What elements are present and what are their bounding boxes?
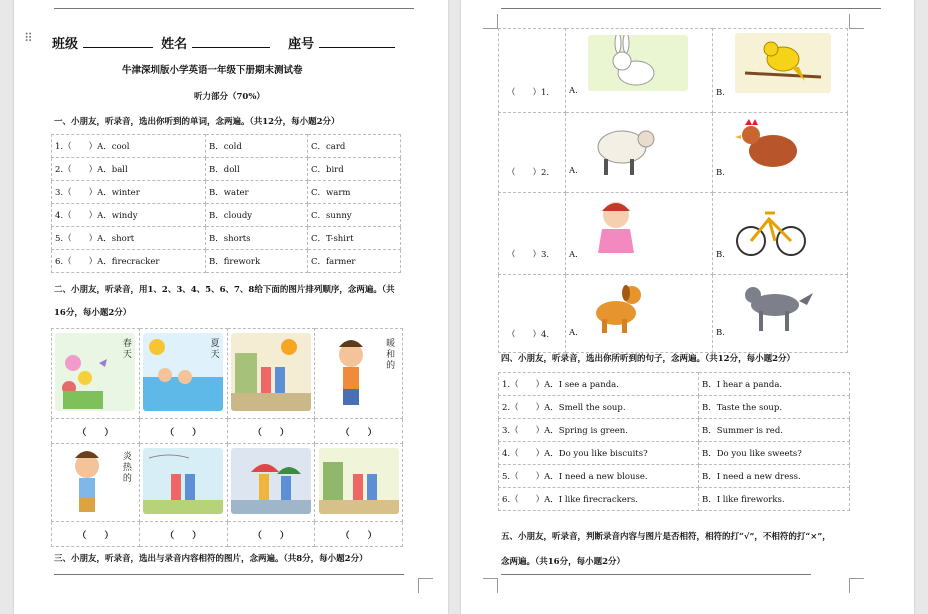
- girl-picture: [588, 197, 644, 263]
- footer-rule: [54, 574, 404, 575]
- question-number: 3.: [55, 188, 64, 198]
- option-a[interactable]: A．Spring is green.: [544, 426, 628, 436]
- section4-heading: 四、小朋友，听录音，选出你所听到的句子，念两遍。（共12分，每小题2分）: [501, 354, 795, 364]
- option-a[interactable]: A．Do you like biscuits?: [544, 449, 648, 459]
- question-cell: [499, 442, 699, 465]
- option-a[interactable]: A．I see a panda.: [544, 380, 619, 390]
- question-cell: [499, 396, 699, 419]
- answer-blank[interactable]: （ ）: [52, 522, 140, 547]
- question-cell: [499, 373, 699, 396]
- question-cell: [499, 29, 566, 113]
- rabbit-picture: [588, 35, 688, 91]
- option-b[interactable]: B．doll: [206, 158, 308, 181]
- kids-cool-picture: [319, 448, 399, 514]
- option-a[interactable]: A．windy: [97, 211, 138, 221]
- question-number[interactable]: （ ）4.: [507, 330, 550, 340]
- section3-heading: 三、小朋友，听录音，选出与录音内容相符的图片，念两遍。（共8分，每小题2分）: [54, 554, 368, 564]
- option-c[interactable]: C．bird: [308, 158, 401, 181]
- option-a[interactable]: A．winter: [97, 188, 140, 198]
- table-row: [52, 158, 401, 181]
- option-cell[interactable]: [713, 193, 848, 275]
- section2-heading: 二、小朋友，听录音，用1、2、3、4、5、6、7、8给下面的图片排列顺序，念两遍。（共: [54, 285, 395, 295]
- picture-cell: [139, 329, 227, 419]
- option-cell[interactable]: [566, 113, 713, 193]
- question-number[interactable]: （ ）3.: [507, 250, 550, 260]
- kids-rainy-picture: [231, 448, 311, 514]
- option-a-label: A.: [569, 86, 578, 96]
- answer-blank[interactable]: （ ）: [510, 449, 545, 459]
- table-row: [499, 419, 850, 442]
- option-cell[interactable]: [713, 275, 848, 353]
- option-cell[interactable]: [713, 113, 848, 193]
- picture-cell: [139, 444, 227, 522]
- option-a[interactable]: A．firecracker: [97, 257, 160, 267]
- question-cell: [52, 158, 206, 181]
- answer-blank[interactable]: （ ）: [315, 522, 403, 547]
- page-corner-mark: [849, 578, 864, 593]
- question-number: 6.: [502, 495, 511, 505]
- question-number: 2.: [502, 403, 511, 413]
- question-cell: [499, 113, 566, 193]
- question-cell: [52, 227, 206, 250]
- option-cell[interactable]: [566, 275, 713, 353]
- answer-blank[interactable]: （ ）: [510, 403, 545, 413]
- student-info-line: [52, 33, 395, 52]
- table-row: [52, 227, 401, 250]
- spring-flowers-picture: [55, 333, 135, 411]
- option-b[interactable]: B．I like fireworks.: [699, 488, 850, 511]
- picture-cell: [227, 329, 315, 419]
- picture-cell: [227, 444, 315, 522]
- seat-blank[interactable]: [319, 36, 395, 48]
- table-row: [52, 204, 401, 227]
- option-a[interactable]: A．I need a new blouse.: [544, 472, 648, 482]
- option-b[interactable]: B．Taste the soup.: [699, 396, 850, 419]
- option-a[interactable]: A．I like firecrackers.: [544, 495, 638, 505]
- table-row: [52, 250, 401, 273]
- table-row: [499, 442, 850, 465]
- section5-heading: 五、小朋友，听录音，判断录音内容与图片是否相符，相符的打“√”，不相符的打“×”，: [501, 532, 831, 542]
- table-row: [499, 465, 850, 488]
- question-cell: [499, 465, 699, 488]
- answer-blank[interactable]: （ ）: [139, 522, 227, 547]
- question-cell: [52, 204, 206, 227]
- section1-table: [51, 134, 401, 273]
- answer-blank[interactable]: （ ）: [63, 188, 98, 198]
- class-label: 班级: [52, 37, 79, 52]
- answer-blank[interactable]: （ ）: [227, 419, 315, 444]
- answer-blank[interactable]: （ ）: [227, 522, 315, 547]
- picture-label: 炎热的: [122, 451, 132, 484]
- question-number: 5.: [502, 472, 511, 482]
- question-number: 1.: [502, 380, 511, 390]
- section2-heading-cont: 16分，每小题2分）: [54, 308, 132, 318]
- page-corner-mark: [483, 14, 498, 29]
- option-b[interactable]: B．cold: [206, 135, 308, 158]
- question-cell: [499, 488, 699, 511]
- option-b[interactable]: B．Summer is red.: [699, 419, 850, 442]
- drag-handle-icon[interactable]: ⠿: [24, 31, 34, 45]
- option-a-label: A.: [569, 166, 578, 176]
- picture-cell: [315, 444, 403, 522]
- page-corner-mark: [418, 578, 433, 593]
- question-number: 2.: [55, 165, 64, 175]
- table-row: [499, 396, 850, 419]
- option-cell[interactable]: [566, 193, 713, 275]
- name-blank[interactable]: [192, 36, 270, 48]
- option-c[interactable]: C．T-shirt: [308, 227, 401, 250]
- section2-picture-grid: [51, 328, 403, 547]
- option-b[interactable]: B．I need a new dress.: [699, 465, 850, 488]
- option-cell[interactable]: [566, 29, 713, 113]
- question-number: 5.: [55, 234, 64, 244]
- question-number: 1.: [55, 142, 64, 152]
- question-number: 4.: [55, 211, 64, 221]
- option-a-label: A.: [569, 250, 578, 260]
- header-rule: [54, 8, 414, 9]
- option-b[interactable]: B．shorts: [206, 227, 308, 250]
- question-cell: [52, 181, 206, 204]
- bird-picture: [735, 33, 831, 93]
- picture-label: 夏天: [210, 338, 220, 360]
- picture-cell: [52, 329, 140, 419]
- page-corner-mark: [849, 14, 864, 29]
- question-cell: [499, 275, 566, 353]
- answer-blank[interactable]: （ ）: [63, 211, 98, 221]
- question-number: 6.: [55, 257, 64, 267]
- answer-blank[interactable]: （ ）: [63, 142, 98, 152]
- option-a[interactable]: A．Smell the soup.: [544, 403, 626, 413]
- question-number: 4.: [502, 449, 511, 459]
- section1-heading: 一、小朋友，听录音，选出你听到的单词，念两遍。（共12分，每小题2分）: [54, 117, 340, 127]
- option-b[interactable]: B．cloudy: [206, 204, 308, 227]
- option-b-label: B.: [716, 328, 725, 338]
- option-a[interactable]: A．ball: [97, 165, 128, 175]
- table-row: [52, 135, 401, 158]
- answer-blank[interactable]: （ ）: [139, 419, 227, 444]
- hen-picture: [735, 117, 805, 179]
- answer-blank[interactable]: （ ）: [63, 165, 98, 175]
- seat-label: 座号: [288, 37, 315, 52]
- option-b[interactable]: B．Do you like sweets?: [699, 442, 850, 465]
- question-cell: [499, 419, 699, 442]
- question-cell: [52, 250, 206, 273]
- option-c[interactable]: C．farmer: [308, 250, 401, 273]
- option-a[interactable]: A．cool: [97, 142, 130, 152]
- option-c[interactable]: C．sunny: [308, 204, 401, 227]
- picture-cell: [52, 444, 140, 522]
- option-b-label: B.: [716, 88, 725, 98]
- section4-table: [498, 372, 850, 511]
- option-cell[interactable]: [713, 29, 848, 113]
- name-label: 姓名: [161, 37, 188, 52]
- footer-rule: [501, 574, 811, 575]
- page-corner-mark: [483, 578, 498, 593]
- bicycle-picture: [735, 199, 807, 261]
- answer-blank[interactable]: （ ）: [315, 419, 403, 444]
- picture-label: 暖和的: [386, 338, 396, 371]
- option-c[interactable]: C．card: [308, 135, 401, 158]
- option-a[interactable]: A．short: [97, 234, 135, 244]
- document-page-2: [461, 0, 914, 614]
- table-row: [499, 488, 850, 511]
- table-row: [52, 181, 401, 204]
- question-cell: [499, 193, 566, 275]
- option-c[interactable]: C．warm: [308, 181, 401, 204]
- hot-boy-picture: [55, 446, 135, 516]
- class-blank[interactable]: [83, 36, 153, 48]
- exam-title: 牛津深圳版小学英语一年级下册期末测试卷: [122, 65, 303, 76]
- question-number[interactable]: （ ）2.: [507, 168, 550, 178]
- section5-heading-cont: 念两遍。（共16分，每小题2分）: [501, 557, 625, 567]
- sheep-picture: [588, 119, 658, 179]
- warm-boy-picture: [319, 333, 399, 411]
- answer-blank[interactable]: （ ）: [510, 472, 545, 482]
- dog-picture: [588, 279, 648, 337]
- option-b-label: B.: [716, 168, 725, 178]
- exam-subtitle: 听力部分（70%）: [194, 92, 265, 102]
- kids-walking-sunny-picture: [231, 333, 311, 411]
- answer-blank[interactable]: （ ）: [510, 380, 545, 390]
- option-b[interactable]: B．I hear a panda.: [699, 373, 850, 396]
- option-b[interactable]: B．firework: [206, 250, 308, 273]
- picture-label: 春天: [122, 338, 132, 360]
- section3-picture-table: [498, 28, 848, 353]
- answer-blank[interactable]: （ ）: [52, 419, 140, 444]
- option-b[interactable]: B．water: [206, 181, 308, 204]
- picture-cell: [315, 329, 403, 419]
- option-a-label: A.: [569, 328, 578, 338]
- table-row: [499, 373, 850, 396]
- option-b-label: B.: [716, 250, 725, 260]
- answer-blank[interactable]: （ ）: [63, 234, 98, 244]
- header-rule: [501, 8, 881, 9]
- answer-blank[interactable]: （ ）: [510, 495, 545, 505]
- question-cell: [52, 135, 206, 158]
- question-number[interactable]: （ ）1.: [507, 88, 550, 98]
- summer-swimming-picture: [143, 333, 223, 411]
- kids-windy-picture: [143, 448, 223, 514]
- document-page-1: [14, 0, 448, 614]
- answer-blank[interactable]: （ ）: [510, 426, 545, 436]
- answer-blank[interactable]: （ ）: [63, 257, 98, 267]
- question-number: 3.: [502, 426, 511, 436]
- wolf-picture: [735, 277, 815, 335]
